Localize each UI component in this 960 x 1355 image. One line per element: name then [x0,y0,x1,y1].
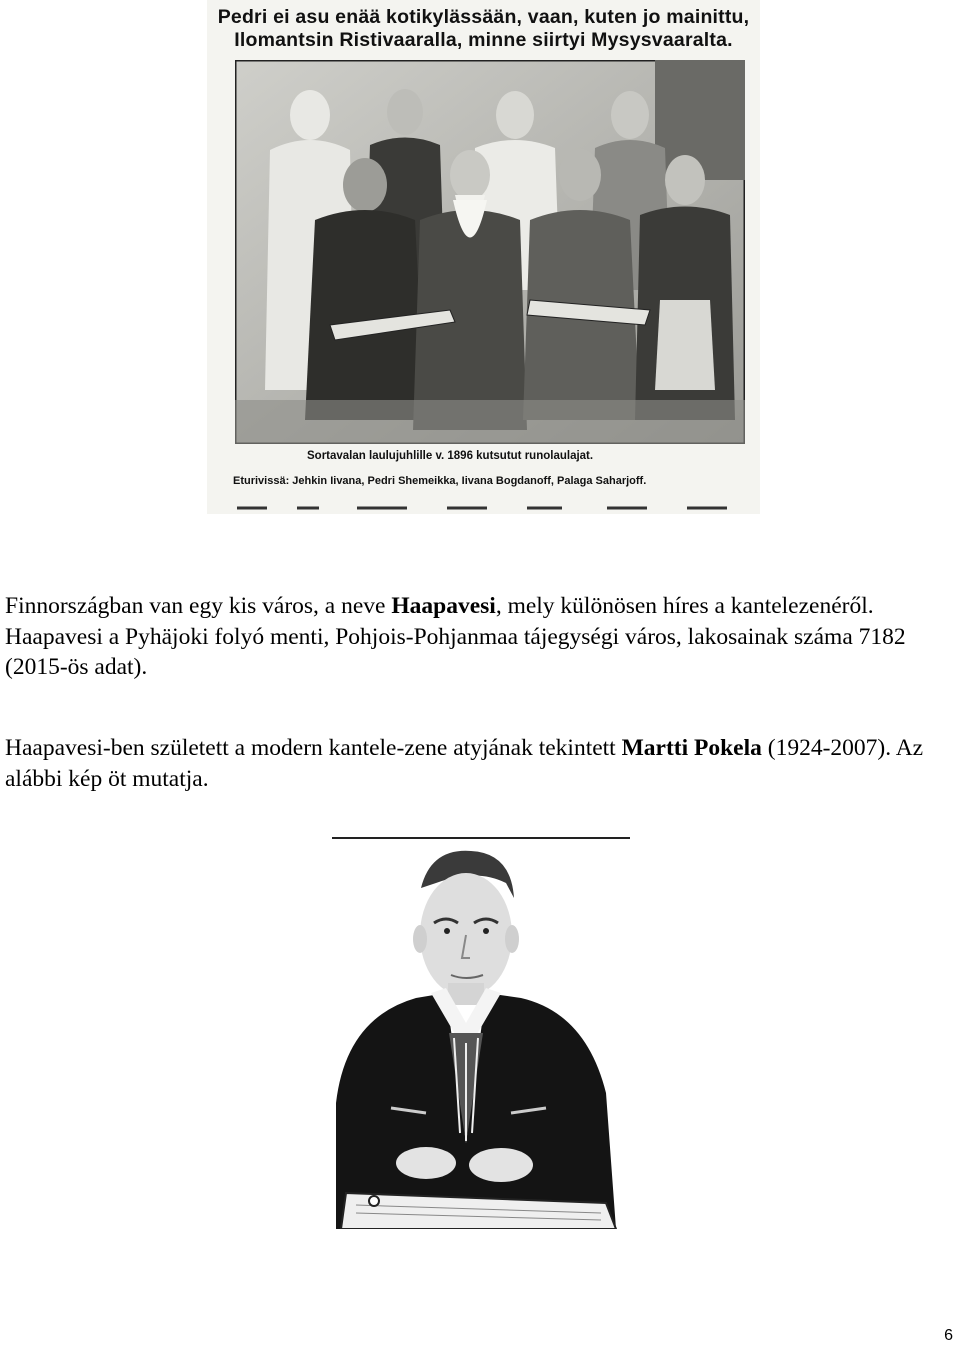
photo-caption-line1: Sortavalan laulujuhlille v. 1896 kutsutut runolaulajat. [307,450,594,462]
torn-edge [207,502,760,514]
page-number: 6 [944,1327,953,1344]
bold-martti-pokela: Martti Pokela [621,735,762,761]
paragraph-martti-pokela: Haapavesi-ben született a modern kantele-zene atyjának tekintett Martti Pokela (1924-2007). Az alábbi kép öt mutatja. [5,735,924,792]
portrait-photo-image [336,843,626,1229]
paragraph-haapavesi-intro: Finnországban van egy kis város, a neve Haapavesi, mely különösen híres a kantelezenéről. Haapavesi a Pyhäjoki folyó menti, Pohjois-Pohjanmaa tájegységi város, lakosainak száma 7182 (2015-ös adat). [5,593,906,680]
group-photo [207,0,760,514]
photo-heading-line1: Pedri ei asu enää kotikylässään, vaan, kuten jo mainittu, [217,6,750,28]
photo-caption-line2: Eturivissä: Jehkin Iivana, Pedri Shemeikka, Iivana Bogdanoff, Palaga Saharjoff. [233,475,647,487]
photo-heading-line2: Ilomantsin Ristivaaralla, minne siirtyi Mysysvaaralta. [234,29,733,51]
photo-top-rule [332,837,630,839]
portrait-photo [336,843,626,1229]
bold-haapavesi: Haapavesi [391,593,496,619]
group-photo-image [235,60,745,444]
